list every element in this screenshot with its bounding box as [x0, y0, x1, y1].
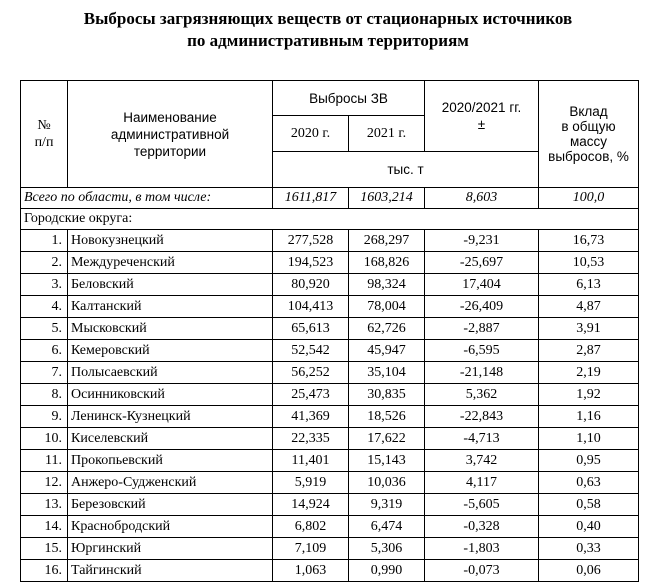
row-name: Ленинск-Кузнецкий — [68, 406, 273, 428]
row-name: Краснобродский — [68, 516, 273, 538]
row-2020: 7,109 — [273, 538, 349, 560]
row-change: 4,117 — [425, 472, 539, 494]
row-2020: 56,252 — [273, 362, 349, 384]
row-2020: 277,528 — [273, 230, 349, 252]
table-row — [21, 384, 639, 406]
row-name: Полысаевский — [68, 362, 273, 384]
row-share: 10,53 — [539, 252, 639, 274]
row-2021: 0,990 — [349, 560, 425, 582]
header-share — [539, 81, 639, 188]
row-change: -6,595 — [425, 340, 539, 362]
table-row — [21, 340, 639, 362]
row-2021: 78,004 — [349, 296, 425, 318]
row-share: 2,19 — [539, 362, 639, 384]
total-2020: 1611,817 — [273, 188, 349, 209]
row-number: 2. — [21, 252, 68, 274]
row-2020: 11,401 — [273, 450, 349, 472]
row-share: 0,95 — [539, 450, 639, 472]
section-row — [21, 209, 639, 230]
row-number: 10. — [21, 428, 68, 450]
row-number: 6. — [21, 340, 68, 362]
row-name: Мысковский — [68, 318, 273, 340]
header-name-line3: территории — [133, 143, 207, 159]
row-change: -25,697 — [425, 252, 539, 274]
row-2020: 22,335 — [273, 428, 349, 450]
row-number: 14. — [21, 516, 68, 538]
row-name: Междуреченский — [68, 252, 273, 274]
row-2021: 6,474 — [349, 516, 425, 538]
header-year-2021: 2021 г. — [349, 116, 425, 152]
header-unit: тыс. т — [273, 152, 539, 188]
row-name: Кемеровский — [68, 340, 273, 362]
row-2020: 1,063 — [273, 560, 349, 582]
table-row — [21, 538, 639, 560]
header-change-line1: 2020/2021 гг. — [441, 100, 522, 115]
header-name-line1: Наименование — [123, 109, 217, 125]
total-row — [21, 188, 639, 209]
total-2021: 1603,214 — [349, 188, 425, 209]
row-2021: 268,297 — [349, 230, 425, 252]
row-name: Юргинский — [68, 538, 273, 560]
row-share: 1,16 — [539, 406, 639, 428]
row-2020: 41,369 — [273, 406, 349, 428]
row-number: 11. — [21, 450, 68, 472]
row-change: 3,742 — [425, 450, 539, 472]
row-change: 17,404 — [425, 274, 539, 296]
row-2021: 5,306 — [349, 538, 425, 560]
row-2021: 17,622 — [349, 428, 425, 450]
row-2021: 168,826 — [349, 252, 425, 274]
row-number: 12. — [21, 472, 68, 494]
row-number: 15. — [21, 538, 68, 560]
row-number: 8. — [21, 384, 68, 406]
header-number-line2: п/п — [34, 135, 54, 150]
table-row — [21, 472, 639, 494]
header-change — [425, 81, 539, 152]
header-share-line4: выбросов, % — [548, 149, 629, 164]
row-name: Анжеро-Судженский — [68, 472, 273, 494]
row-2020: 65,613 — [273, 318, 349, 340]
total-change: 8,603 — [425, 188, 539, 209]
header-share-line2: в общую — [561, 119, 616, 134]
row-change: -26,409 — [425, 296, 539, 318]
row-share: 0,33 — [539, 538, 639, 560]
table-row — [21, 494, 639, 516]
row-share: 1,92 — [539, 384, 639, 406]
header-change-line2: ± — [477, 117, 486, 132]
row-share: 0,63 — [539, 472, 639, 494]
table-row — [21, 450, 639, 472]
row-2021: 18,526 — [349, 406, 425, 428]
row-2021: 30,835 — [349, 384, 425, 406]
row-change: -0,073 — [425, 560, 539, 582]
row-share: 3,91 — [539, 318, 639, 340]
page-title — [0, 8, 656, 52]
row-2020: 6,802 — [273, 516, 349, 538]
section-label: Городские округа: — [21, 209, 273, 230]
header-emissions: Выбросы ЗВ — [273, 81, 425, 116]
table-row — [21, 230, 639, 252]
table-row — [21, 560, 639, 582]
row-2021: 98,324 — [349, 274, 425, 296]
row-2021: 62,726 — [349, 318, 425, 340]
table-row — [21, 252, 639, 274]
row-name: Новокузнецкий — [68, 230, 273, 252]
row-2020: 5,919 — [273, 472, 349, 494]
row-2021: 9,319 — [349, 494, 425, 516]
row-change: 5,362 — [425, 384, 539, 406]
row-2021: 45,947 — [349, 340, 425, 362]
row-number: 13. — [21, 494, 68, 516]
row-share: 2,87 — [539, 340, 639, 362]
row-change: -1,803 — [425, 538, 539, 560]
row-name: Осинниковский — [68, 384, 273, 406]
row-2020: 52,542 — [273, 340, 349, 362]
header-name — [68, 81, 273, 188]
row-2020: 194,523 — [273, 252, 349, 274]
row-name: Тайгинский — [68, 560, 273, 582]
row-2021: 10,036 — [349, 472, 425, 494]
title-line-1: Выбросы загрязняющих веществ от стационарных источников — [83, 9, 573, 28]
table-row — [21, 516, 639, 538]
row-2020: 104,413 — [273, 296, 349, 318]
total-share: 100,0 — [539, 188, 639, 209]
row-name: Березовский — [68, 494, 273, 516]
row-share: 0,06 — [539, 560, 639, 582]
row-2020: 25,473 — [273, 384, 349, 406]
row-number: 9. — [21, 406, 68, 428]
table-row — [21, 274, 639, 296]
row-name: Киселевский — [68, 428, 273, 450]
header-name-line2: административной — [110, 126, 230, 142]
row-share: 1,10 — [539, 428, 639, 450]
table-row — [21, 296, 639, 318]
row-number: 3. — [21, 274, 68, 296]
header-year-2020: 2020 г. — [273, 116, 349, 152]
district-rows — [21, 230, 639, 582]
row-name: Прокопьевский — [68, 450, 273, 472]
table-row — [21, 318, 639, 340]
row-number: 16. — [21, 560, 68, 582]
row-name: Калтанский — [68, 296, 273, 318]
header-share-line3: массу — [569, 134, 608, 149]
row-change: -2,887 — [425, 318, 539, 340]
row-change: -4,713 — [425, 428, 539, 450]
table-row — [21, 428, 639, 450]
title-line-2: по административным территориям — [187, 31, 469, 50]
row-share: 0,58 — [539, 494, 639, 516]
row-number: 7. — [21, 362, 68, 384]
row-share: 4,87 — [539, 296, 639, 318]
row-number: 4. — [21, 296, 68, 318]
table-row — [21, 362, 639, 384]
row-share: 0,40 — [539, 516, 639, 538]
row-number: 1. — [21, 230, 68, 252]
row-2020: 14,924 — [273, 494, 349, 516]
row-share: 6,13 — [539, 274, 639, 296]
row-2021: 15,143 — [349, 450, 425, 472]
row-2020: 80,920 — [273, 274, 349, 296]
row-share: 16,73 — [539, 230, 639, 252]
row-change: -22,843 — [425, 406, 539, 428]
row-number: 5. — [21, 318, 68, 340]
row-change: -21,148 — [425, 362, 539, 384]
emissions-table — [20, 80, 639, 582]
row-change: -0,328 — [425, 516, 539, 538]
total-label: Всего по области, в том числе: — [21, 188, 273, 209]
header-share-line1: Вклад — [569, 104, 608, 119]
row-change: -9,231 — [425, 230, 539, 252]
header-number — [21, 81, 68, 188]
row-name: Беловский — [68, 274, 273, 296]
table-row — [21, 406, 639, 428]
row-2021: 35,104 — [349, 362, 425, 384]
row-change: -5,605 — [425, 494, 539, 516]
header-number-line1: № — [37, 118, 51, 133]
